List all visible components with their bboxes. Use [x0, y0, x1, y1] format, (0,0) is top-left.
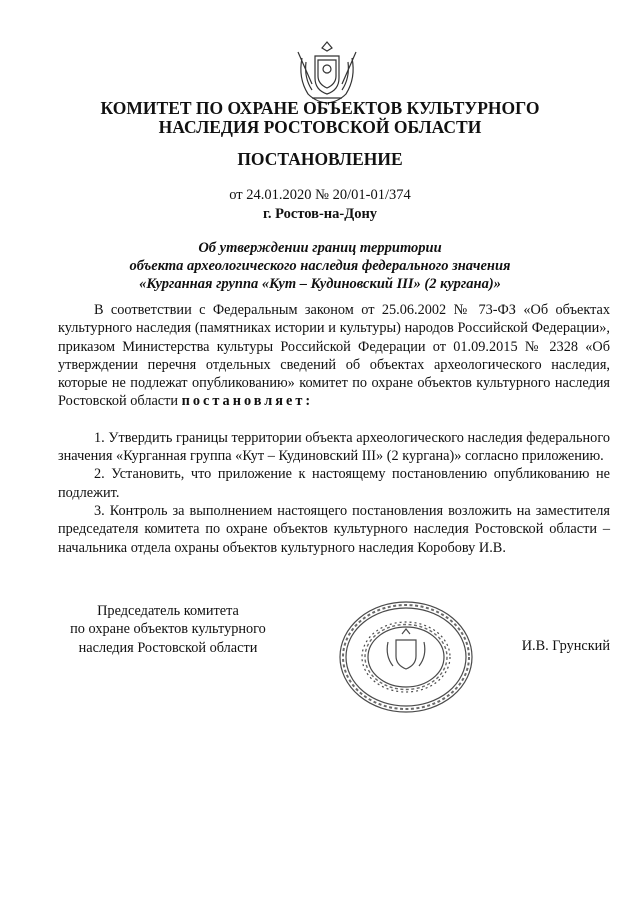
document-body: [58, 301, 610, 557]
item-2: 2. Установить, что приложение к настоящему постановлению опубликованию не подлежит.: [58, 466, 610, 501]
decree-word: постановляет:: [181, 393, 314, 410]
signatory-position-line-2: по охране объектов культурного: [70, 621, 266, 638]
organization-name-line-1: КОМИТЕТ ПО ОХРАНЕ ОБЪЕКТОВ КУЛЬТУРНОГО: [100, 98, 540, 118]
document-subject: [60, 239, 580, 293]
signatory-name: И.В. Грунский: [521, 638, 610, 654]
coat-of-arms-icon: [292, 38, 362, 106]
signatory-position: [58, 602, 278, 657]
official-seal-icon: [336, 598, 476, 716]
organization-name-line-2: НАСЛЕДИЯ РОСТОВСКОЙ ОБЛАСТИ: [158, 117, 482, 137]
subject-line-2: объекта археологического наследия федерального значения: [129, 258, 511, 274]
preamble-paragraph: [58, 301, 610, 411]
signatory-position-line-3: наследия Ростовской области: [78, 639, 258, 656]
subject-line-1: Об утверждении границ территории: [198, 240, 442, 256]
item-1: 1. Утвердить границы территории объекта археологического наследия федерального значения «Курганная группа «Кут – Кудиновский III» (2 кургана)» согласно приложению.: [58, 429, 610, 465]
signatory-position-line-1: Председатель комитета: [97, 603, 239, 619]
document-city: г. Ростов-на-Дону: [262, 206, 378, 222]
organization-name: [60, 99, 580, 137]
item-3: 3. Контроль за выполнением настоящего постановления возложить на заместителя председателя комитета по охране объектов культурного наследия Ростовской области – начальника отдела охраны объектов культурного наследия Коробову И.В.: [58, 502, 610, 556]
document-type: ПОСТАНОВЛЕНИЕ: [237, 149, 403, 169]
document-date-number: от 24.01.2020 № 20/01-01/374: [229, 187, 411, 203]
preamble-text: В соответствии с Федеральным законом от 25.06.2002 № 73-ФЗ «Об объектах культурного наследия (памятниках истории и культуры) народов Российской Федерации», приказом Министерства культуры Российской Федерации от 01.09.2015 № 2328 «Об утверждении перечня отдельных сведений об объектах археологического наследия, которые не подлежат опубликованию» комитет по охране объектов культурного наследия Ростовской области: [58, 302, 610, 410]
subject-line-3: «Курганная группа «Кут – Кудиновский III» (2 кургана)»: [139, 276, 501, 292]
